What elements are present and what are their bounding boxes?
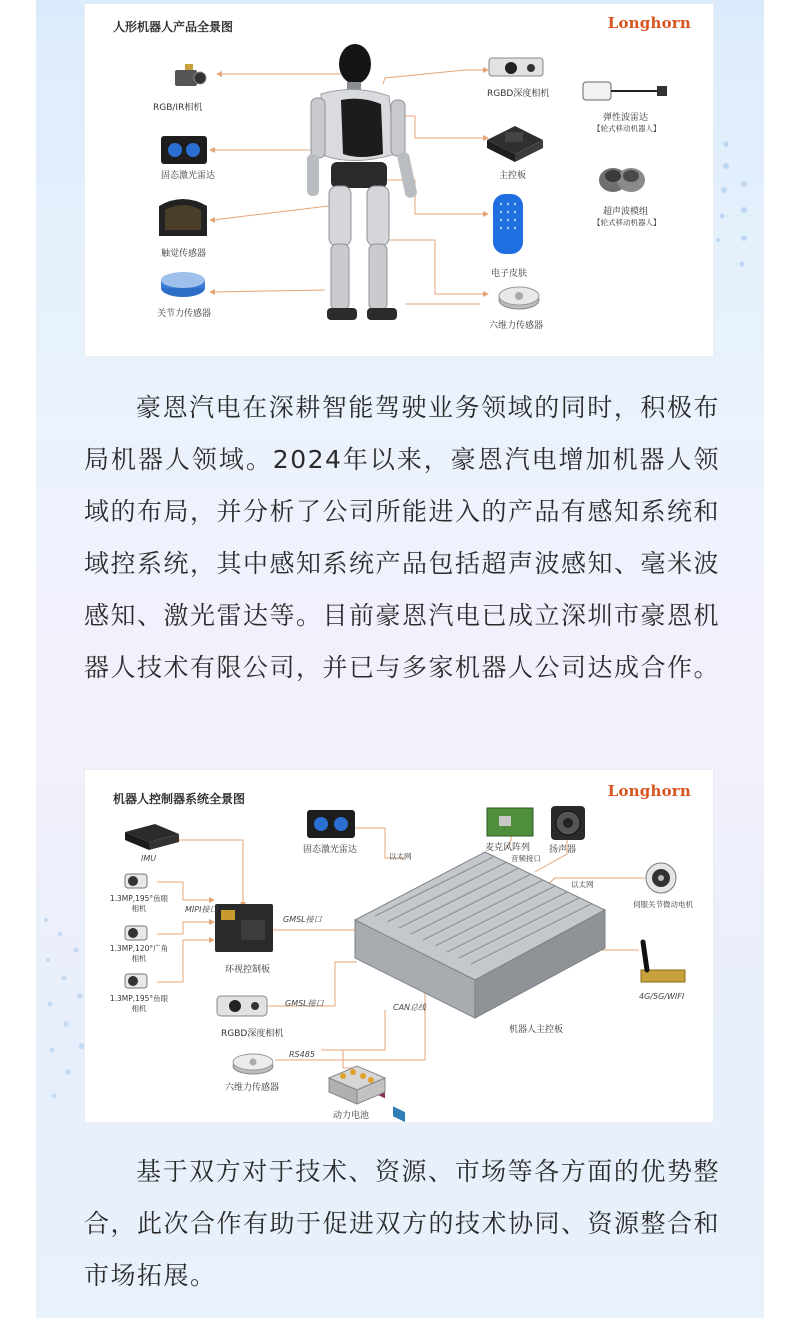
label-imu: IMU [141, 854, 157, 863]
label-rgbd-camera: RGBD深度相机 [221, 1029, 284, 1039]
label-rgbd-camera: RGBD深度相机 [487, 89, 550, 99]
ultrasonic-module-icon [599, 168, 645, 192]
label-camera-120: 1.3MP,120°广角相机 [109, 944, 169, 963]
solid-lidar-icon [307, 810, 355, 838]
article-paragraph-2: 基于双方对于技术、资源、市场等各方面的优势整合，此次合作有助于促进双方的技术协同、资源整合和市场拓展。 [84, 1157, 721, 1290]
label-camera-195-a: 1.3MP,195°鱼眼相机 [109, 894, 169, 913]
label-gmsl-interface-1: GMSL接口 [283, 915, 322, 924]
six-axis-sensor-icon [499, 287, 539, 309]
controller-diagram-graphics [85, 770, 713, 1122]
label-audio-port: 音频接口 [511, 854, 541, 863]
power-battery-icon [329, 1066, 385, 1104]
rgbd-camera-icon [217, 996, 267, 1016]
label-solid-lidar: 固态激光雷达 [303, 845, 358, 855]
brand-logo-longhorn: Longhorn [607, 14, 691, 32]
label-rgb-ir-camera: RGB/IR相机 [153, 103, 203, 113]
label-ultrasonic-module: 超声波模组 [603, 207, 649, 217]
label-e-skin: 电子皮肤 [491, 269, 528, 279]
solid-lidar-icon [161, 136, 207, 164]
label-battery: 动力电池 [333, 1111, 370, 1121]
label-six-axis-sensor: 六维力传感器 [489, 321, 544, 331]
rgbd-camera-icon [489, 58, 543, 76]
label-wireless: 4G/5G/WIFI [639, 992, 685, 1001]
surround-view-board-icon [215, 904, 273, 952]
brand-logo-longhorn: Longhorn [607, 782, 691, 800]
controller-diagram-panel [85, 770, 713, 1122]
label-camera-195-b: 1.3MP,195°鱼眼相机 [109, 994, 169, 1013]
label-six-axis-sensor: 六维力传感器 [225, 1083, 280, 1093]
label-tactile-sensor: 触觉传感器 [161, 249, 207, 259]
wave-radar-icon [583, 82, 667, 100]
rgb-ir-camera-icon [175, 64, 206, 86]
tactile-sensor-icon [159, 199, 207, 236]
label-mipi-interface: MIPI接口 [185, 905, 218, 914]
fisheye-camera-195-b-icon [125, 974, 147, 988]
label-mic-array: 麦克风阵列 [485, 843, 531, 853]
main-board-icon [487, 126, 543, 162]
label-servo-motor: 伺服关节微动电机 [633, 900, 693, 909]
joint-force-sensor-icon [161, 272, 205, 297]
e-skin-icon [493, 194, 523, 254]
label-wave-radar-note: 【轮式移动机器人】 [593, 124, 661, 133]
fisheye-camera-195-a-icon [125, 874, 147, 888]
mic-array-icon [487, 808, 533, 836]
label-main-board: 机器人主控板 [509, 1025, 564, 1035]
label-wave-radar: 弹性波雷达 [603, 113, 649, 123]
humanoid-diagram-title: 人形机器人产品全景图 [113, 20, 234, 34]
six-axis-sensor-icon [233, 1054, 273, 1074]
article-paragraph-1: 豪恩汽电在深耕智能驾驶业务领域的同时，积极布局机器人领域。2024年以来，豪恩汽电增加机器人领域的布局，并分析了公司所能进入的产品有感知系统和域控系统，其中感知系统产品包括超声波感知、毫米波感知、激光雷达等。目前豪恩汽电已成立深圳市豪恩机器人技术有限公司，并已与多家机器人公司达成合作。 [84, 393, 721, 682]
label-ultrasonic-note: 【轮式移动机器人】 [593, 218, 661, 227]
wide-camera-120-icon [125, 926, 147, 940]
label-joint-force-sensor: 关节力传感器 [157, 309, 212, 319]
humanoid-robot-illustration [307, 44, 418, 320]
wireless-module-icon [641, 942, 685, 982]
label-surround-board: 环视控制板 [225, 965, 271, 975]
label-ethernet-2: 以太网 [571, 880, 594, 889]
label-main-board: 主控板 [499, 171, 527, 181]
humanoid-diagram-panel [85, 4, 713, 356]
label-solid-lidar: 固态激光雷达 [161, 171, 216, 181]
label-ethernet-1: 以太网 [389, 852, 412, 861]
imu-module-icon [125, 824, 179, 850]
label-gmsl-interface-2: GMSL接口 [285, 999, 324, 1008]
servo-motor-icon [646, 863, 676, 893]
label-speaker: 扬声器 [549, 845, 577, 855]
controller-diagram-title: 机器人控制器系统全景图 [113, 792, 246, 806]
label-rs485: RS485 [289, 1050, 315, 1059]
robot-main-controller-icon [355, 852, 605, 1122]
speaker-icon [551, 806, 585, 840]
label-can-bus: CAN总线 [393, 1003, 427, 1012]
